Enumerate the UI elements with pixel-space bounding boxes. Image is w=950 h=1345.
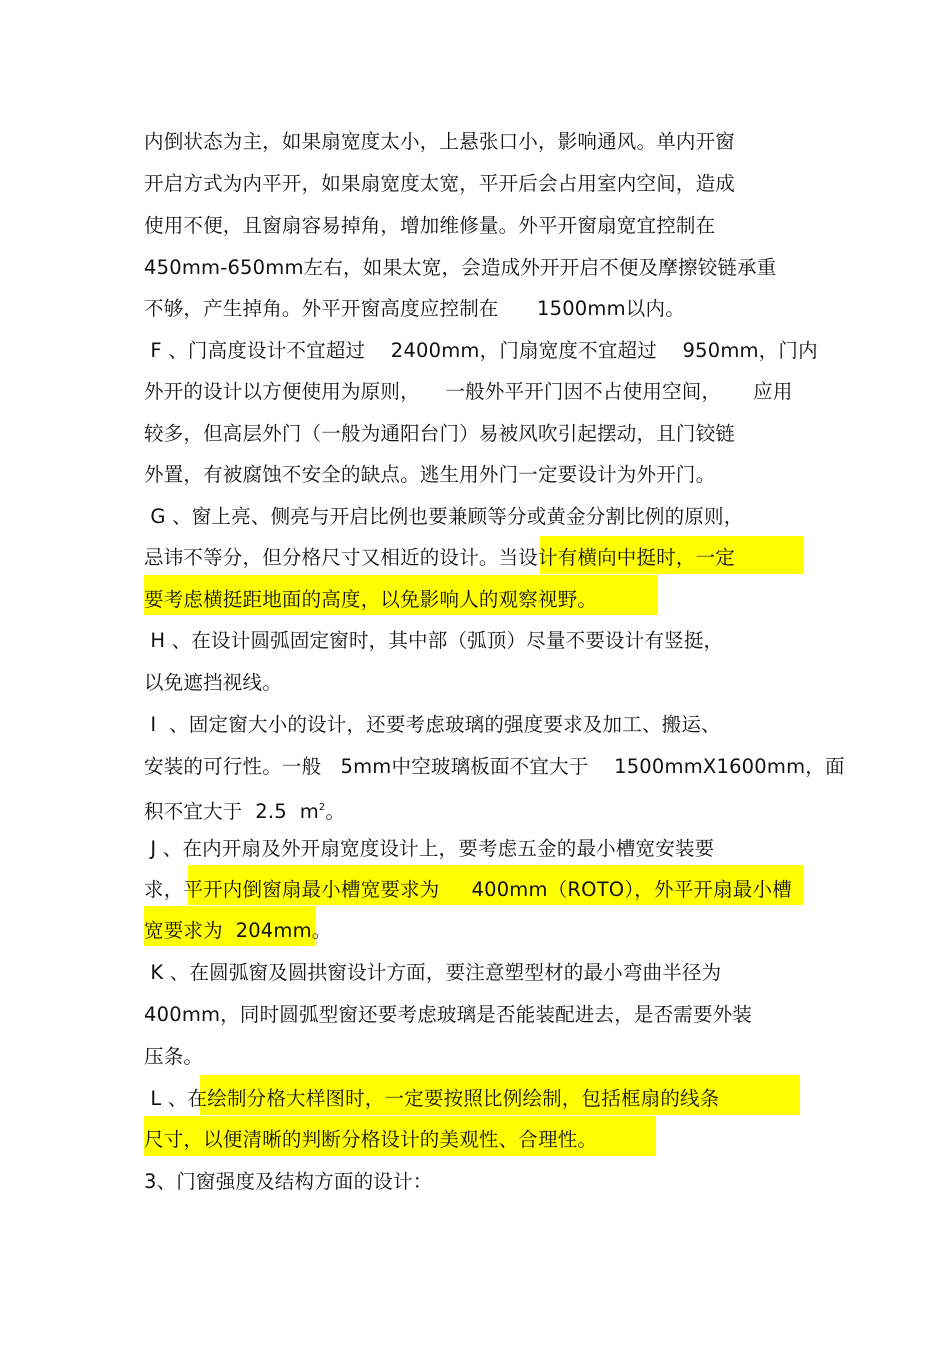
text-line: 压条。 [144, 1045, 204, 1068]
text-line: 较多，但高层外门（一般为通阳台门）易被风吹引起摆动，且门铰链 [144, 422, 736, 445]
text-line: L 、在绘制分格大样图时，一定要按照比例绘制，包括框扇的线条 [144, 1087, 720, 1110]
area-tail: 。 [325, 800, 346, 823]
area-superscript: 2 [318, 802, 326, 813]
text-line: 外开的设计以方便使用为原则， 一般外平开门因不占使用空间， 应用 [144, 380, 793, 403]
text-line: 400mm，同时圆弧型窗还要考虑玻璃是否能装配进去，是否需要外装 [144, 1003, 753, 1026]
text-line: J 、在内开扇及外开扇宽度设计上，要考虑五金的最小槽宽安装要 [144, 837, 715, 860]
text-line: 外置，有被腐蚀不安全的缺点。逃生用外门一定要设计为外开门。 [144, 463, 716, 486]
text-line [144, 791, 345, 825]
area-text: 积不宜大于 2.5 m [144, 800, 319, 823]
text-line: 安装的可行性。一般 5mm中空玻璃板面不宜大于 1500mmX1600mm，面 [144, 755, 845, 778]
text-line: 求，平开内倒窗扇最小槽宽要求为 400mm（ROTO），外平开扇最小槽 [144, 878, 792, 901]
text-line: 忌讳不等分，但分格尺寸又相近的设计。当设计有横向中挺时，一定 [144, 546, 736, 569]
text-line: H 、在设计圆弧固定窗时，其中部（弧顶）尽量不要设计有竖挺， [144, 629, 724, 652]
text-line: I 、固定窗大小的设计，还要考虑玻璃的强度要求及加工、搬运、 [144, 713, 721, 736]
text-line: 要考虑横挺距地面的高度，以免影响人的观察视野。 [144, 588, 598, 611]
text-line: 尺寸，以便清晰的判断分格设计的美观性、合理性。 [144, 1128, 598, 1151]
text-line: 使用不便，且窗扇容易掉角，增加维修量。外平开窗扇宽宜控制在 [144, 214, 716, 237]
text-line: 内倒状态为主，如果扇宽度太小，上悬张口小，影响通风。单内开窗 [144, 130, 736, 153]
text-line: 开启方式为内平开，如果扇宽度太宽，平开后会占用室内空间，造成 [144, 172, 736, 195]
text-line: 宽要求为 204mm。 [144, 919, 332, 942]
text-line: 450mm-650mm左右，如果太宽，会造成外开开启不便及摩擦铰链承重 [144, 256, 777, 279]
text-line: 以免遮挡视线。 [144, 671, 282, 694]
section-heading: 3、门窗强度及结构方面的设计： [144, 1170, 433, 1193]
text-line: 不够，产生掉角。外平开窗高度应控制在 1500mm以内。 [144, 297, 685, 320]
text-line: G 、窗上亮、侧亮与开启比例也要兼顾等分或黄金分割比例的原则， [144, 505, 744, 528]
text-line: K 、在圆弧窗及圆拱窗设计方面，要注意塑型材的最小弯曲半径为 [144, 961, 722, 984]
text-line: F 、门高度设计不宜超过 2400mm，门扇宽度不宜超过 950mm，门内 [144, 339, 818, 362]
